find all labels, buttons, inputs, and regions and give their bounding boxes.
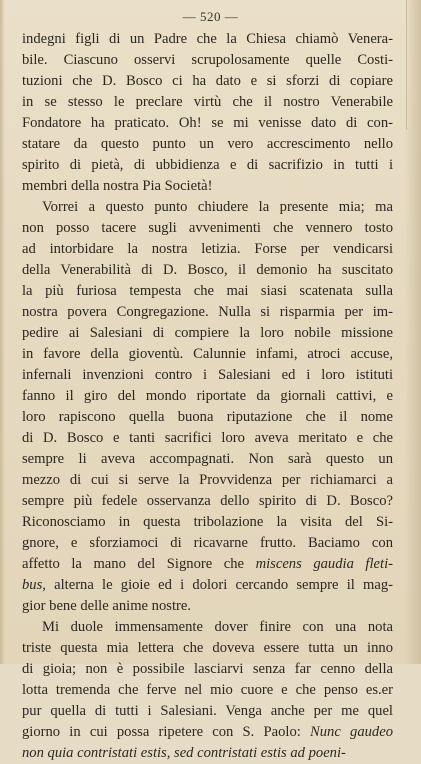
text-line	[22, 155, 393, 176]
page-number: — 520 —	[182, 9, 239, 24]
text-run: infernali invenzioni contro i Salesiani ed i loro istituti	[22, 367, 393, 383]
text-line	[22, 281, 393, 302]
text-line	[22, 638, 393, 659]
text-line	[22, 743, 393, 764]
text-run: della Venerabilità di D. Bosco, il demonio ha suscitato	[22, 262, 393, 278]
text-line	[22, 386, 393, 407]
text-line	[22, 92, 393, 113]
text-line	[22, 722, 393, 743]
italic-text: non quia contristati estis, sed contristati estis ad poeni-	[22, 745, 346, 761]
text-run: Vorrei a questo punto chiudere la presente mia; ma	[42, 199, 393, 215]
text-run: pur quella di tutti i Salesiani. Venga anche per me quel	[22, 703, 393, 719]
text-run: sempre li aveva accompagnati. Non sarà questo un	[22, 451, 393, 467]
text-line	[22, 365, 393, 386]
body-text	[22, 29, 393, 764]
text-line	[22, 575, 393, 596]
text-line	[22, 134, 393, 155]
text-run: mezzo di cui si serve la Provvidenza per richiamarci a	[22, 472, 393, 488]
text-line	[22, 659, 393, 680]
text-run: Mi duole immensamente dover finire con una nota	[42, 619, 393, 635]
text-run: non posso tacere sugli avvenimenti che vennero tosto	[22, 220, 393, 236]
text-run: gnore, e sforziamoci di ricavarne frutto. Baciamo con	[22, 535, 393, 551]
text-line	[22, 617, 393, 638]
text-run: indegni figli di un Padre che la Chiesa chiamò Venera-	[22, 31, 393, 47]
text-line	[22, 29, 393, 50]
text-run: triste questa mia lettera che doveva essere tutta un inno	[22, 640, 393, 656]
text-line	[22, 302, 393, 323]
page-left-shadow	[0, 0, 5, 664]
italic-text: bus,	[22, 577, 46, 593]
text-line	[22, 407, 393, 428]
text-line	[22, 239, 393, 260]
text-run: affetto la mano del Signore che	[22, 556, 256, 572]
text-line	[22, 512, 393, 533]
text-run: di gioia; non è possibile lasciarvi senza far cenno della	[22, 661, 393, 677]
text-run: loro rapiscono quella buona riputazione che il nome	[22, 409, 393, 425]
text-line	[22, 113, 393, 134]
text-line	[22, 428, 393, 449]
text-run: spirito di pietà, di ubbidienza e di sacrifizio in tutti i	[22, 157, 393, 173]
text-run: ad intorbidare la nostra letizia. Forse per vendicarsi	[22, 241, 393, 257]
text-line	[22, 260, 393, 281]
text-line	[22, 554, 393, 575]
text-line	[22, 50, 393, 71]
italic-text: Nunc gaudeo	[310, 724, 394, 740]
text-run: la più furiosa tempesta che mai siasi scatenata sulla	[22, 283, 393, 299]
text-line	[22, 218, 393, 239]
text-run: Riconosciamo in questa tribolazione la visita del Si-	[22, 514, 393, 530]
text-run: lotta tremenda che ferve nel mio cuore e che penso es.er	[22, 682, 393, 698]
paragraph	[22, 197, 393, 617]
text-line	[22, 596, 393, 617]
text-run: sempre più fedele osservanza dello spirito di D. Bosco?	[22, 493, 393, 509]
text-line	[22, 197, 393, 218]
text-run: tuzioni che D. Bosco ci ha dato e si sforzi di copiare	[22, 73, 393, 89]
text-run: giorno in cui possa ripetere con S. Paolo:	[22, 724, 311, 740]
text-run: pedire ai Salesiani di compiere la loro nobile missione	[22, 325, 393, 341]
text-run: Fondatore ha praticato. Oh! se mi venisse dato di con-	[22, 115, 393, 131]
text-line	[22, 470, 393, 491]
text-run: di D. Bosco e tanti sacrifici loro aveva meritato e che	[22, 430, 393, 446]
text-line	[22, 701, 393, 722]
text-run: nostra povera Congregazione. Nulla si risparmia per im-	[22, 304, 393, 320]
text-run: statare da questo punto un vero accrescimento nello	[22, 136, 393, 152]
text-run: membri della nostra Pia Società!	[22, 178, 213, 194]
paragraph	[22, 29, 393, 197]
text-line	[22, 323, 393, 344]
text-run: in se stesso le preclare virtù che il nostro Venerabile	[22, 94, 393, 110]
text-run: in favore della gioventù. Calunnie infami, atroci accuse,	[22, 346, 393, 362]
text-line	[22, 491, 393, 512]
text-line	[22, 71, 393, 92]
text-run: gior bene delle anime nostre.	[22, 598, 191, 614]
text-run: fanno il giro del mondo riportate da giornali cattivi, e	[22, 388, 393, 404]
text-line	[22, 533, 393, 554]
italic-text: miscens gaudia fleti-	[255, 556, 393, 572]
paragraph	[22, 617, 393, 764]
text-line	[22, 680, 393, 701]
text-line	[22, 344, 393, 365]
text-run: bile. Ciascuno osservi scrupolosamente quelle Costi-	[22, 52, 393, 68]
text-line	[22, 449, 393, 470]
text-run: alterna le gioie ed i dolori cercando sempre il mag-	[45, 577, 393, 593]
page-right-shadow	[405, 0, 421, 664]
text-line	[22, 176, 393, 197]
